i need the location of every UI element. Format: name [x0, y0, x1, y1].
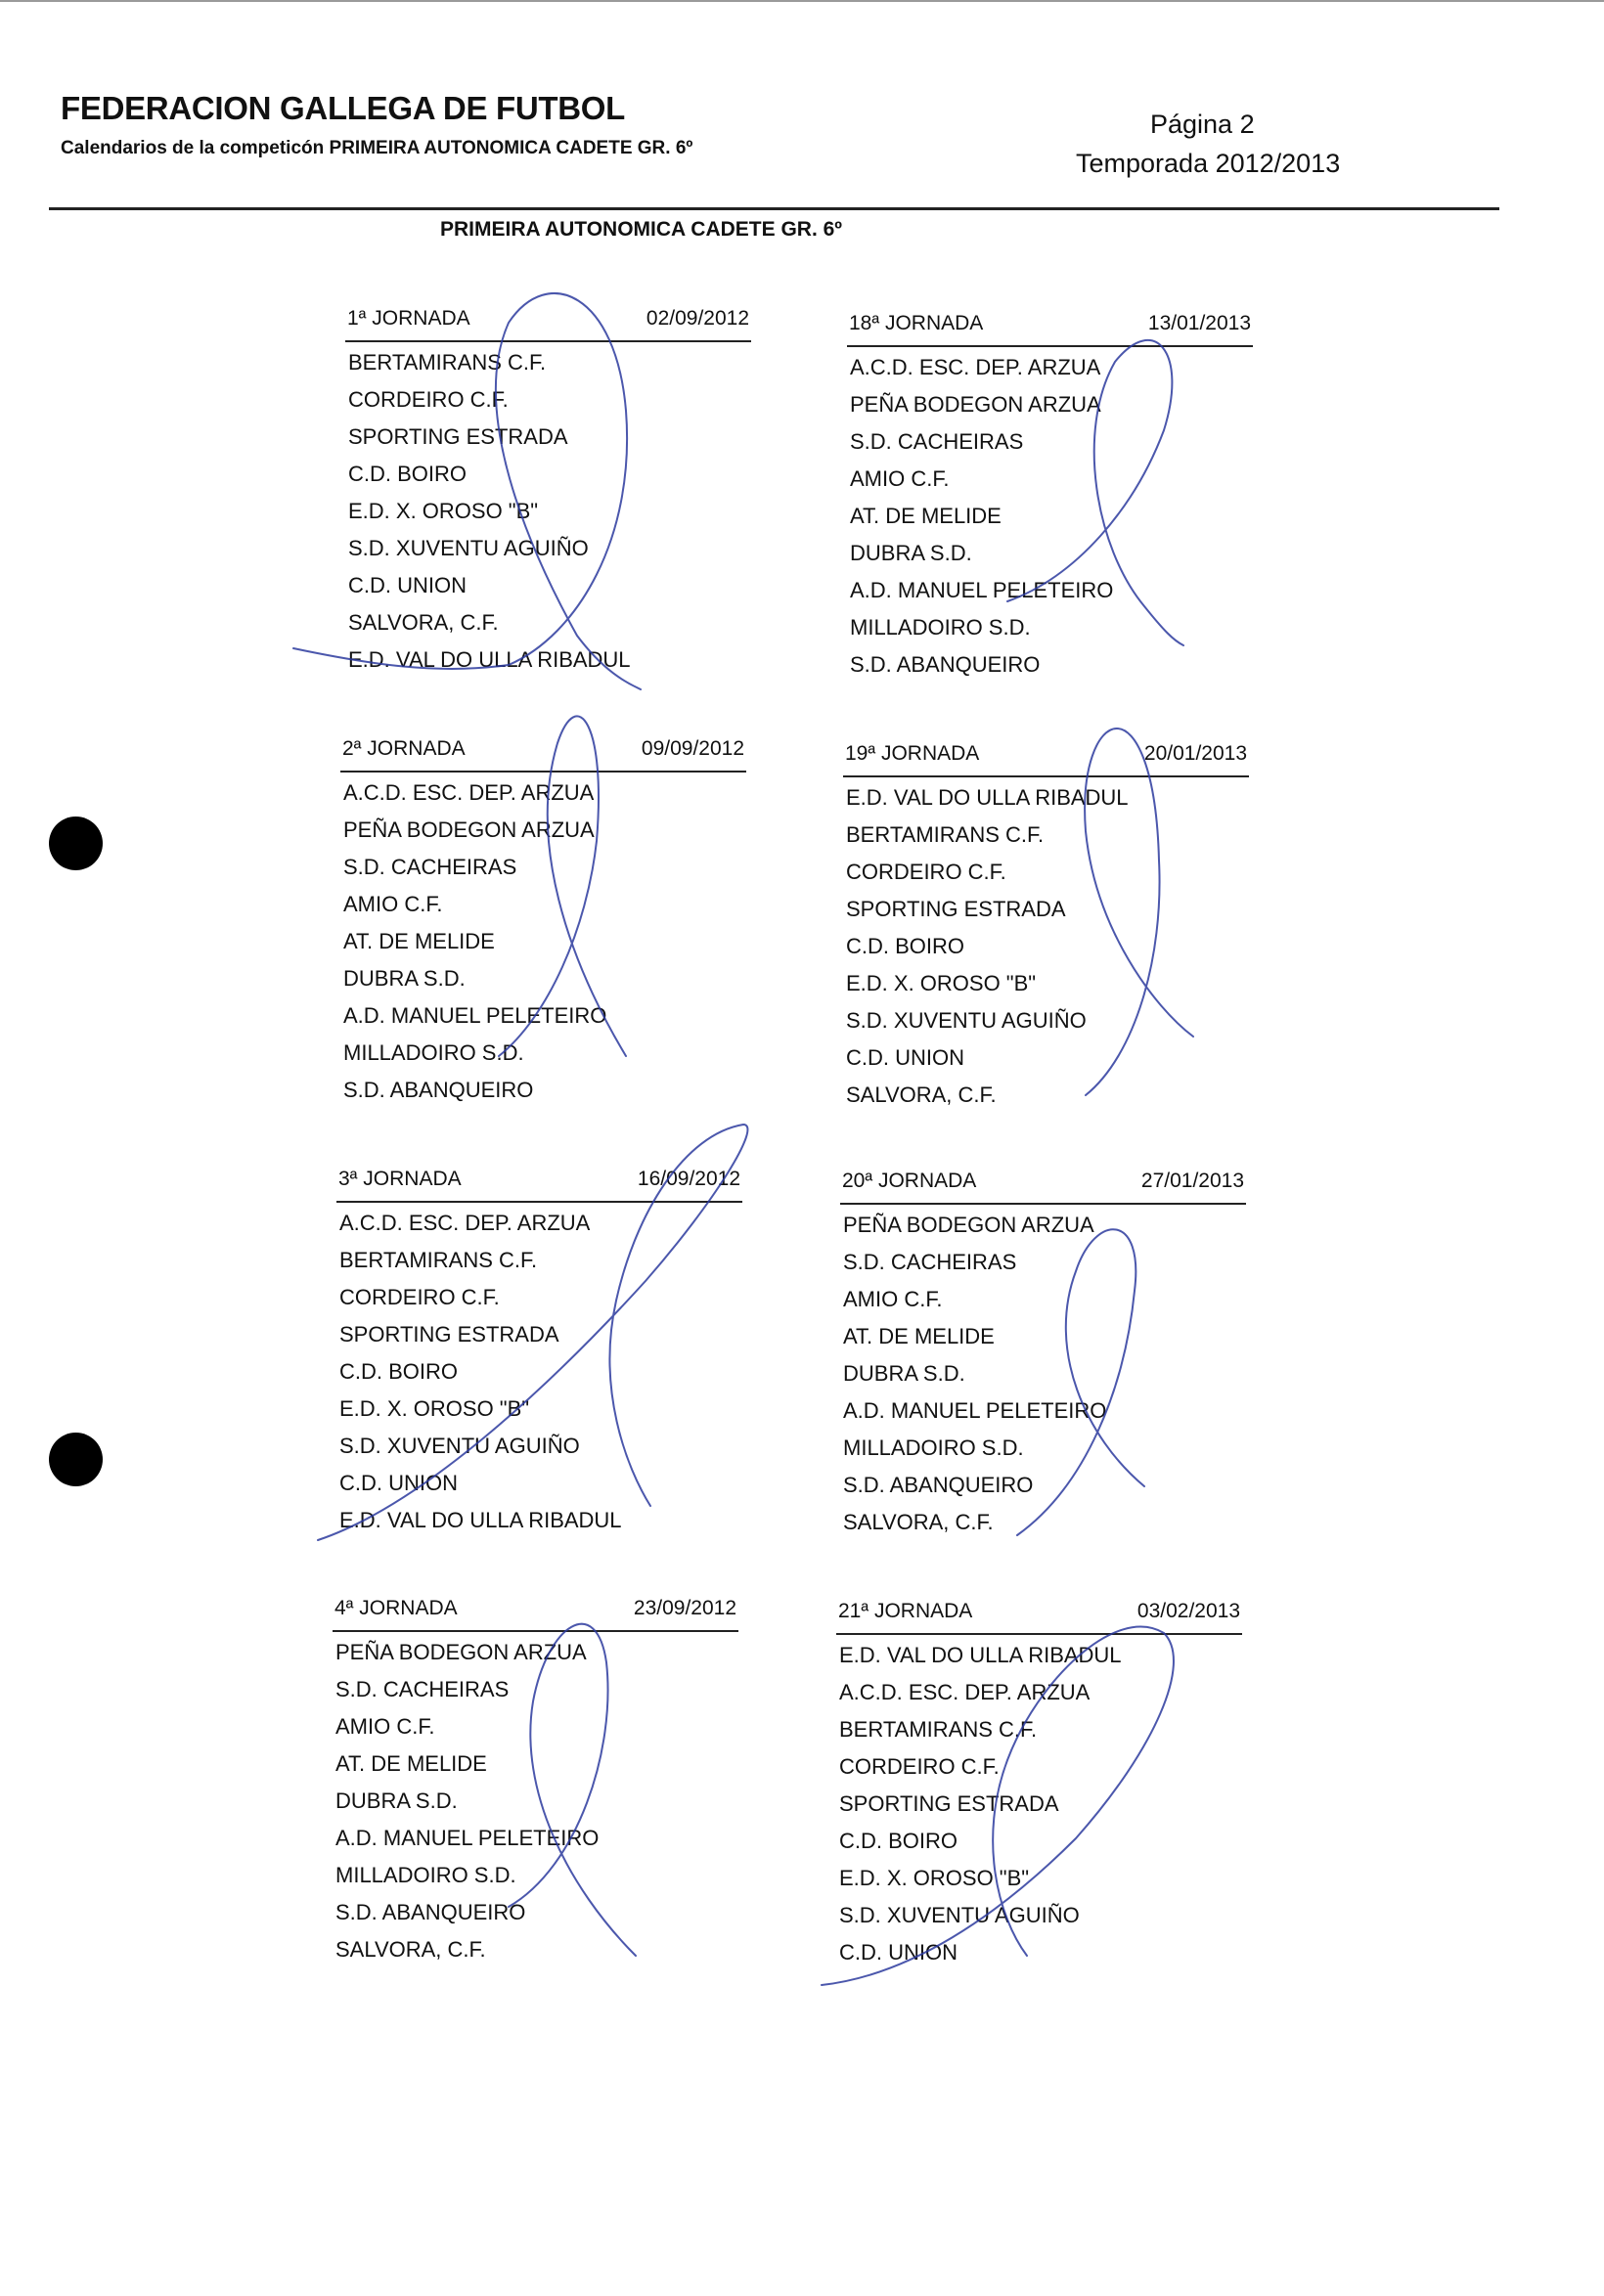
team-entry: AMIO C.F. [343, 892, 443, 916]
organization-title: FEDERACION GALLEGA DE FUTBOL [61, 90, 626, 126]
team-entry: MILLADOIRO S.D. [850, 615, 1031, 640]
team-entry: MILLADOIRO S.D. [335, 1863, 516, 1887]
team-entry: CORDEIRO C.F. [839, 1754, 1000, 1779]
team-entry: SPORTING ESTRADA [339, 1322, 559, 1347]
team-entry: AMIO C.F. [335, 1714, 435, 1739]
team-entry: C.D. UNION [348, 573, 467, 597]
team-entry: E.D. X. OROSO "B" [339, 1396, 530, 1421]
team-entry: S.D. XUVENTU AGUIÑO [339, 1434, 580, 1458]
team-entry: S.D. XUVENTU AGUIÑO [348, 536, 589, 560]
team-entry: BERTAMIRANS C.F. [348, 350, 547, 375]
jornada-block [336, 1168, 742, 1539]
jornada-name: 18ª JORNADA [849, 312, 984, 334]
team-entry: A.D. MANUEL PELETEIRO [343, 1003, 607, 1028]
jornada-date: 20/01/2013 [1143, 742, 1247, 765]
team-list [840, 1205, 1246, 1541]
team-entry: S.D. CACHEIRAS [335, 1677, 510, 1701]
jornada-block [345, 307, 751, 679]
team-entry: AT. DE MELIDE [843, 1324, 995, 1348]
jornada-date: 03/02/2013 [1136, 1600, 1240, 1622]
team-list [340, 773, 746, 1109]
team-entry: S.D. CACHEIRAS [850, 429, 1024, 454]
season-label: Temporada 2012/2013 [1076, 149, 1341, 178]
jornada-date: 23/09/2012 [633, 1597, 736, 1619]
team-entry: SALVORA, C.F. [843, 1510, 994, 1534]
team-entry: E.D. X. OROSO "B" [846, 971, 1037, 995]
jornada-block [836, 1600, 1242, 1971]
team-entry: AMIO C.F. [850, 466, 950, 491]
team-entry: BERTAMIRANS C.F. [839, 1717, 1038, 1742]
team-entry: SPORTING ESTRADA [846, 897, 1066, 921]
jornada-date: 09/09/2012 [641, 737, 744, 760]
team-entry: C.D. BOIRO [846, 934, 965, 958]
team-entry: C.D. UNION [846, 1045, 964, 1070]
jornada-name: 1ª JORNADA [347, 307, 470, 330]
team-entry: S.D. XUVENTU AGUIÑO [839, 1903, 1080, 1927]
jornada-name: 4ª JORNADA [334, 1597, 458, 1619]
jornada-name: 20ª JORNADA [842, 1170, 977, 1192]
jornada-block [847, 312, 1253, 684]
team-entry: S.D. ABANQUEIRO [843, 1473, 1034, 1497]
header-divider [49, 207, 1499, 210]
team-entry: S.D. ABANQUEIRO [335, 1900, 526, 1924]
team-list [333, 1632, 738, 1968]
team-list [843, 777, 1249, 1114]
document-subtitle: Calendarios de la competicón PRIMEIRA AUTONOMICA CADETE GR. 6º [61, 138, 693, 158]
team-entry: AT. DE MELIDE [343, 929, 495, 953]
team-list [345, 342, 751, 679]
team-entry: S.D. ABANQUEIRO [850, 652, 1041, 677]
jornada-block [340, 737, 746, 1109]
team-entry: S.D. CACHEIRAS [843, 1250, 1017, 1274]
jornada-date: 27/01/2013 [1140, 1170, 1244, 1192]
team-entry: E.D. X. OROSO "B" [839, 1866, 1030, 1890]
jornada-date: 02/09/2012 [646, 307, 749, 330]
jornada-name: 3ª JORNADA [338, 1168, 462, 1190]
team-entry: C.D. UNION [339, 1471, 458, 1495]
team-entry: SPORTING ESTRADA [348, 424, 568, 449]
team-entry: E.D. VAL DO ULLA RIBADUL [339, 1508, 622, 1532]
page-number: Página 2 [1150, 110, 1255, 139]
team-entry: AT. DE MELIDE [335, 1751, 487, 1776]
team-entry: PEÑA BODEGON ARZUA [335, 1640, 587, 1664]
punch-hole-top [49, 817, 103, 870]
team-entry: CORDEIRO C.F. [339, 1285, 500, 1309]
team-entry: E.D. X. OROSO "B" [348, 499, 539, 523]
team-entry: C.D. BOIRO [839, 1829, 958, 1853]
team-entry: MILLADOIRO S.D. [343, 1040, 524, 1065]
jornada-name: 19ª JORNADA [845, 742, 980, 765]
team-entry: DUBRA S.D. [850, 541, 972, 565]
jornada-block [843, 742, 1249, 1114]
team-entry: A.C.D. ESC. DEP. ARZUA [850, 355, 1101, 379]
team-entry: A.C.D. ESC. DEP. ARZUA [339, 1211, 591, 1235]
team-entry: SALVORA, C.F. [335, 1937, 486, 1962]
team-entry: A.D. MANUEL PELETEIRO [850, 578, 1114, 602]
team-entry: PEÑA BODEGON ARZUA [850, 392, 1101, 417]
team-entry: BERTAMIRANS C.F. [339, 1248, 538, 1272]
team-entry: C.D. BOIRO [339, 1359, 459, 1384]
jornada-name: 2ª JORNADA [342, 737, 466, 760]
jornada-block [840, 1170, 1246, 1541]
jornada-block [333, 1597, 738, 1968]
team-list [836, 1635, 1242, 1971]
team-list [847, 347, 1253, 684]
team-entry: SALVORA, C.F. [348, 610, 499, 635]
team-entry: AT. DE MELIDE [850, 504, 1002, 528]
team-entry: C.D. BOIRO [348, 462, 468, 486]
page-top-edge [0, 0, 1604, 2]
team-entry: E.D. VAL DO ULLA RIBADUL [839, 1643, 1122, 1667]
team-entry: DUBRA S.D. [343, 966, 466, 991]
team-entry: A.D. MANUEL PELETEIRO [335, 1826, 600, 1850]
team-entry: CORDEIRO C.F. [348, 387, 509, 412]
team-entry: S.D. ABANQUEIRO [343, 1078, 534, 1102]
team-entry: S.D. CACHEIRAS [343, 855, 517, 879]
team-list [336, 1203, 742, 1539]
team-entry: A.D. MANUEL PELETEIRO [843, 1398, 1107, 1423]
team-entry: DUBRA S.D. [843, 1361, 965, 1386]
jornada-date: 13/01/2013 [1147, 312, 1251, 334]
team-entry: C.D. UNION [839, 1940, 958, 1965]
team-entry: PEÑA BODEGON ARZUA [343, 817, 595, 842]
competition-title: PRIMEIRA AUTONOMICA CADETE GR. 6º [440, 218, 842, 241]
team-entry: BERTAMIRANS C.F. [846, 822, 1045, 847]
team-entry: CORDEIRO C.F. [846, 860, 1006, 884]
team-entry: DUBRA S.D. [335, 1788, 458, 1813]
team-entry: MILLADOIRO S.D. [843, 1435, 1024, 1460]
team-entry: E.D. VAL DO ULLA RIBADUL [348, 647, 631, 672]
team-entry: A.C.D. ESC. DEP. ARZUA [343, 780, 595, 805]
team-entry: S.D. XUVENTU AGUIÑO [846, 1008, 1087, 1033]
team-entry: SPORTING ESTRADA [839, 1791, 1059, 1816]
team-entry: E.D. VAL DO ULLA RIBADUL [846, 785, 1129, 810]
team-entry: AMIO C.F. [843, 1287, 943, 1311]
punch-hole-bottom [49, 1433, 103, 1486]
jornada-name: 21ª JORNADA [838, 1600, 973, 1622]
team-entry: A.C.D. ESC. DEP. ARZUA [839, 1680, 1091, 1704]
jornada-date: 16/09/2012 [637, 1168, 740, 1190]
team-entry: PEÑA BODEGON ARZUA [843, 1213, 1094, 1237]
team-entry: SALVORA, C.F. [846, 1082, 997, 1107]
